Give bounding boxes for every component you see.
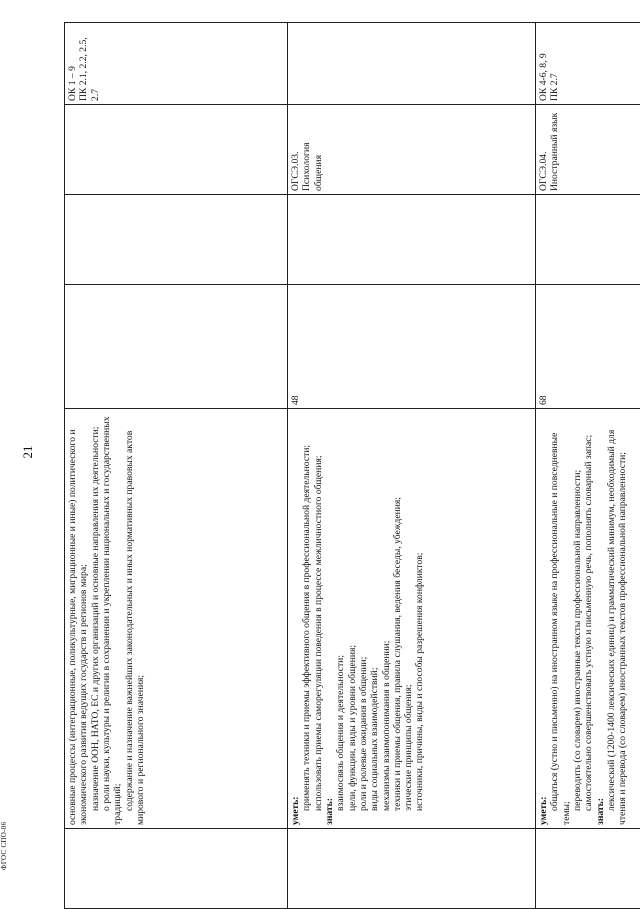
competencies-cell: ОК 4-6, 8, 9 ПК 2.7 [536, 23, 640, 105]
content-line: содержание и назначение важнейших законодательных и иных нормативных правовых актов мирового и регионального значения; [124, 412, 147, 825]
content-line: уметь: [290, 412, 301, 825]
content-line: механизмы взаимопонимания в общении; [381, 412, 392, 825]
content-line: уметь: [538, 412, 549, 825]
content-line: лексический (1200-1400 лексических единиц) и грамматический минимум, необходимый для чтения и перевода (со словарем) иностранных текстов профессиональной направленности; [606, 412, 629, 825]
empty-cell [288, 195, 536, 285]
footer-code: ФГОС СПО-06 [0, 822, 8, 870]
content-line: назначение ООН, НАТО, ЕС и других организаций и основные направления их деятельности; [90, 412, 101, 825]
content-line: переводить (со словарем) иностранные тексты профессиональной направленности; [572, 412, 583, 825]
content-cell [288, 409, 536, 829]
content-line: применять техники и приемы эффективного общения в профессиональной деятельности; [301, 412, 312, 825]
curriculum-table-rotated [64, 23, 595, 909]
discipline-cell [65, 105, 288, 195]
table-row [536, 23, 640, 909]
empty-cell [536, 195, 640, 285]
hours-cell: 48 [288, 285, 536, 409]
content-line: использовать приемы саморегуляции поведения в процессе межличностного общения; [313, 412, 324, 825]
content-line: самостоятельно совершенствовать устную и письменную речь, пополнять словарный запас; [583, 412, 594, 825]
competencies-cell [288, 23, 536, 105]
discipline-cell: ОГСЭ.04. Иностранный язык [536, 105, 640, 195]
discipline-cell: ОГСЭ.03. Психология общения [288, 105, 536, 195]
content-line: знать: [595, 412, 606, 825]
content-line: техники и приемы общения, правила слушания, ведения беседы, убеждения; [392, 412, 403, 825]
curriculum-table [64, 22, 640, 909]
page-number: 21 [20, 446, 36, 459]
content-line: взаимосвязь общения и деятельности; [335, 412, 346, 825]
hours-cell: 68 [536, 285, 640, 409]
table-row [288, 23, 536, 909]
content-cell [536, 409, 640, 829]
empty-cell [65, 195, 288, 285]
content-line: знать: [324, 412, 335, 825]
content-line: этические принципы общения; [403, 412, 414, 825]
content-line: цели, функции, виды и уровни общения; [347, 412, 358, 825]
content-line: виды социальных взаимодействий; [369, 412, 380, 825]
content-line: основные процессы (интеграционные, поликультурные, миграционные и иные) политического и экономического развития ведущих государств и регионов мира; [67, 412, 90, 825]
index-cell [65, 829, 288, 909]
index-cell [288, 829, 536, 909]
competencies-cell: ОК 1 – 9 ПК 2.1, 2.2, 2.5, 2.7 [65, 23, 288, 105]
content-line: общаться (устно и письменно) на иностранном языке на профессиональные и повседневные темы; [549, 412, 572, 825]
content-line: о роли науки, культуры и религии в сохранении и укреплении национальных и государственных традиций; [101, 412, 124, 825]
table-row [65, 23, 288, 909]
index-cell [536, 829, 640, 909]
content-cell [65, 409, 288, 829]
content-line: источники, причины, виды и способы разрешения конфликтов; [414, 412, 425, 825]
hours-cell [65, 285, 288, 409]
content-line: роли и ролевые ожидания в общении; [358, 412, 369, 825]
